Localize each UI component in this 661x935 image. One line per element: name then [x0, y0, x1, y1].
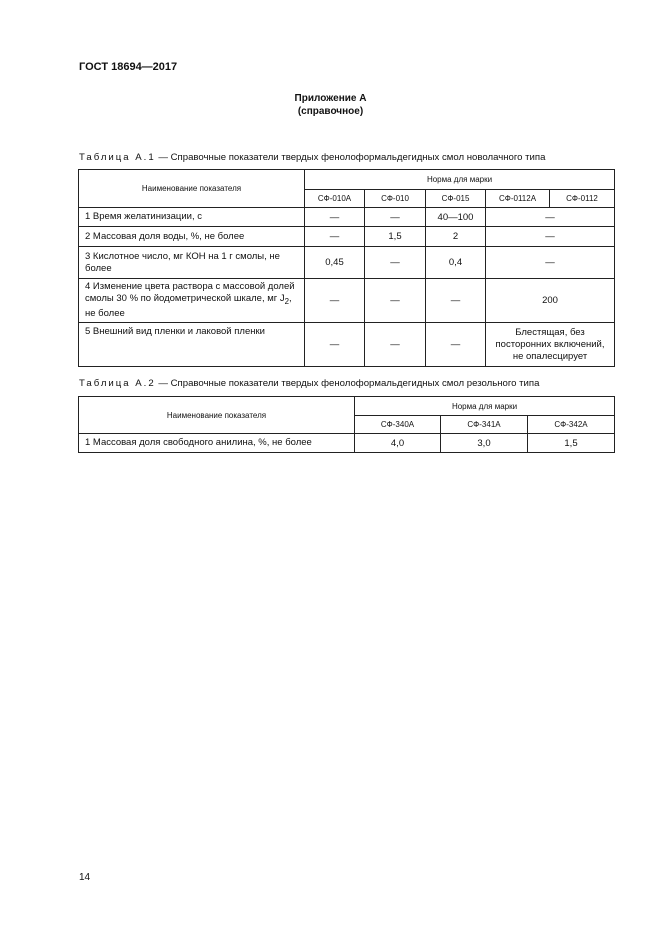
cell: — — [486, 227, 615, 247]
cell: 0,4 — [426, 247, 486, 279]
cell: — — [486, 208, 615, 227]
table-row — [79, 247, 615, 279]
table1-brand-header: СФ-0112А — [486, 190, 550, 208]
cell: 3,0 — [441, 434, 528, 453]
table-row — [79, 227, 615, 247]
appendix-subheading: (справочное) — [297, 106, 364, 117]
cell: Блестящая, без посторонних включений, не опалесцирует — [486, 323, 615, 367]
table-row — [79, 279, 615, 323]
cell: — — [305, 227, 365, 247]
table1-header-group: Норма для марки — [305, 170, 615, 190]
cell: — — [305, 208, 365, 227]
cell: — — [365, 208, 426, 227]
row-label: 1 Время желатинизации, с — [79, 208, 305, 227]
row-label: 4 Изменение цвета раствора с массовой долей смолы 30 % по йодометрической шкале, мг $J_2$, не более — [79, 279, 305, 323]
table1-brand-header: СФ-010 — [365, 190, 426, 208]
table2-brand-header: СФ-341А — [441, 416, 528, 434]
cell: — — [305, 323, 365, 367]
table2 — [78, 396, 615, 453]
table1-brand-header: СФ-010А — [305, 190, 365, 208]
table1 — [78, 169, 615, 367]
page-number: 14 — [79, 872, 91, 883]
table1-caption-text: — Справочные показатели твердых фенолоформальдегидных смол новолачного типа — [155, 152, 546, 163]
document-header: ГОСТ 18694—2017 — [79, 61, 178, 73]
cell: 2 — [426, 227, 486, 247]
table-row — [79, 323, 615, 367]
cell: 1,5 — [365, 227, 426, 247]
appendix-title — [0, 92, 661, 118]
row-label: 1 Массовая доля свободного анилина, %, не более — [79, 434, 355, 453]
table1-caption — [79, 152, 545, 163]
row-label: 3 Кислотное число, мг КОН на 1 г смолы, не более — [79, 247, 305, 279]
table2-header-group: Норма для марки — [355, 397, 615, 416]
cell: 4,0 — [355, 434, 441, 453]
cell: — — [486, 247, 615, 279]
table1-caption-label: Таблица А.1 — [79, 152, 156, 163]
row-label: 5 Внешний вид пленки и лаковой пленки — [79, 323, 305, 367]
table2-caption — [79, 378, 539, 389]
table2-brand-header: СФ-342А — [528, 416, 615, 434]
cell: — — [426, 279, 486, 323]
appendix-heading: Приложение А — [294, 93, 367, 104]
cell: — — [365, 323, 426, 367]
cell: 0,45 — [305, 247, 365, 279]
cell: — — [365, 279, 426, 323]
table2-header-name: Наименование показателя — [79, 397, 355, 434]
cell: 40—100 — [426, 208, 486, 227]
cell: — — [426, 323, 486, 367]
cell: — — [365, 247, 426, 279]
table1-brand-header: СФ-0112 — [550, 190, 615, 208]
row-label: 2 Массовая доля воды, %, не более — [79, 227, 305, 247]
table2-caption-text: — Справочные показатели твердых фенолоформальдегидных смол резольного типа — [155, 378, 540, 389]
table2-caption-label: Таблица А.2 — [79, 378, 156, 389]
cell: 200 — [486, 279, 615, 323]
cell: — — [305, 279, 365, 323]
table1-header-name: Наименование показателя — [79, 170, 305, 208]
table2-brand-header: СФ-340А — [355, 416, 441, 434]
table1-brand-header: СФ-015 — [426, 190, 486, 208]
table-row — [79, 208, 615, 227]
cell: 1,5 — [528, 434, 615, 453]
table-row — [79, 434, 615, 453]
